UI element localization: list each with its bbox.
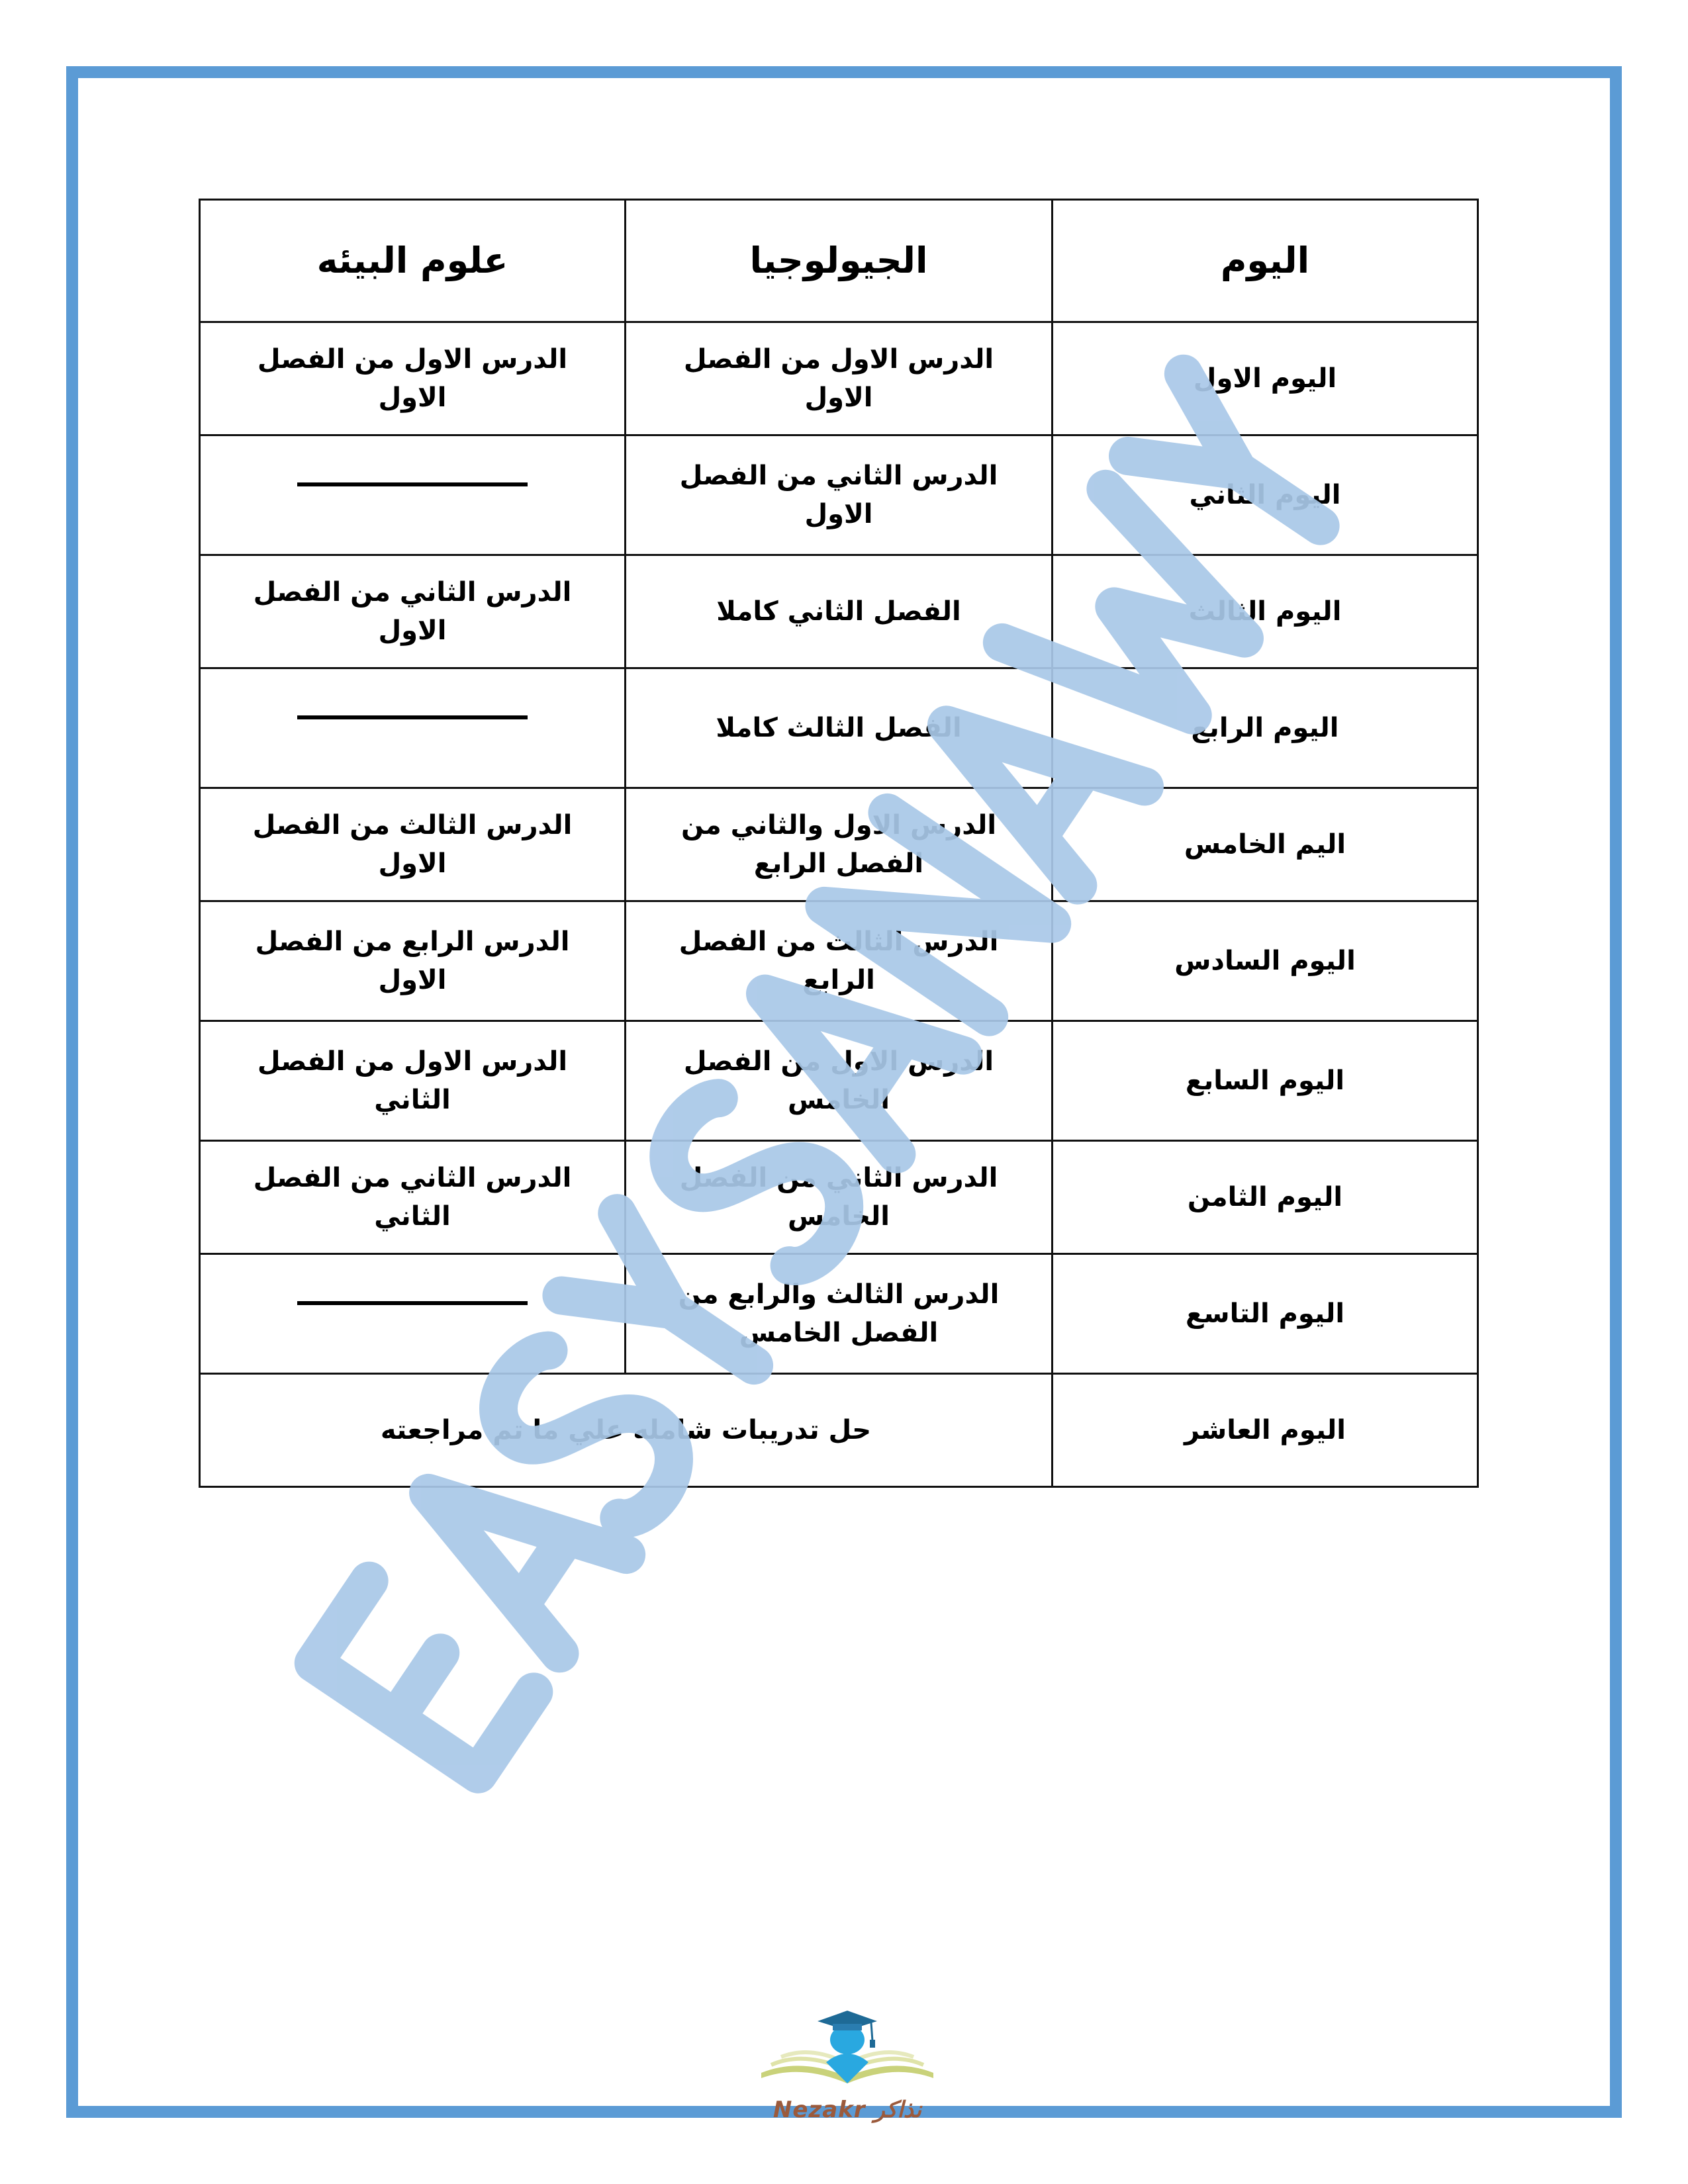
header-geology: الجيولوجيا	[626, 200, 1053, 322]
table-row	[200, 1254, 1478, 1374]
logo-text: Nezakr نذاكر	[773, 2097, 922, 2123]
cell-geology: الدرس الاول من الفصل الخامس	[626, 1021, 1053, 1141]
table-row	[200, 1021, 1478, 1141]
graduate-book-icon	[748, 1999, 947, 2098]
table-row	[200, 1374, 1478, 1487]
study-schedule-table	[199, 199, 1479, 1488]
cell-day: اليوم الاول	[1053, 322, 1478, 435]
cell-day: اليوم السادس	[1053, 901, 1478, 1021]
table-row	[200, 668, 1478, 788]
cell-environment	[200, 435, 626, 555]
table-row	[200, 555, 1478, 668]
cell-day: اليوم الثاني	[1053, 435, 1478, 555]
cell-day: اليوم العاشر	[1053, 1374, 1478, 1487]
table-row	[200, 901, 1478, 1021]
cell-environment: الدرس الثاني من الفصل الثاني	[200, 1141, 626, 1254]
empty-dash-line	[297, 482, 528, 486]
cell-geology: الدرس الاول من الفصل الاول	[626, 322, 1053, 435]
cell-combined: حل تدريبات شامله علي ما تم مراجعته	[200, 1374, 1053, 1487]
cell-geology: الدرس الاول والثاني من الفصل الرابع	[626, 788, 1053, 901]
cell-geology: الدرس الثالث والرابع من الفصل الخامس	[626, 1254, 1053, 1374]
cell-day: اليوم الثامن	[1053, 1141, 1478, 1254]
table-row	[200, 435, 1478, 555]
cell-environment	[200, 1254, 626, 1374]
cell-geology: الدرس الثالث من الفصل الرابع	[626, 901, 1053, 1021]
header-environment: علوم البيئه	[200, 200, 626, 322]
cell-geology: الفصل الثاني كاملا	[626, 555, 1053, 668]
table-row	[200, 788, 1478, 901]
empty-dash-line	[297, 715, 528, 719]
cell-geology: الفصل الثالث كاملا	[626, 668, 1053, 788]
table-row	[200, 322, 1478, 435]
cell-environment: الدرس الرابع من الفصل الاول	[200, 901, 626, 1021]
cell-day: اليوم الثالث	[1053, 555, 1478, 668]
nezakr-logo	[748, 1999, 947, 2144]
table-header-row	[200, 200, 1478, 322]
cell-environment	[200, 668, 626, 788]
empty-dash-line	[297, 1301, 528, 1305]
cell-environment: الدرس الثاني من الفصل الاول	[200, 555, 626, 668]
cell-geology: الدرس الثاني من الفصل الخامس	[626, 1141, 1053, 1254]
cell-day: اليوم الرابع	[1053, 668, 1478, 788]
cell-environment: الدرس الاول من الفصل الثاني	[200, 1021, 626, 1141]
cell-day: اليوم التاسع	[1053, 1254, 1478, 1374]
cell-environment: الدرس الاول من الفصل الاول	[200, 322, 626, 435]
header-day: اليوم	[1053, 200, 1478, 322]
table-row	[200, 1141, 1478, 1254]
cell-day: اليم الخامس	[1053, 788, 1478, 901]
cell-environment: الدرس الثالث من الفصل الاول	[200, 788, 626, 901]
cell-day: اليوم السابع	[1053, 1021, 1478, 1141]
cell-geology: الدرس الثاني من الفصل الاول	[626, 435, 1053, 555]
